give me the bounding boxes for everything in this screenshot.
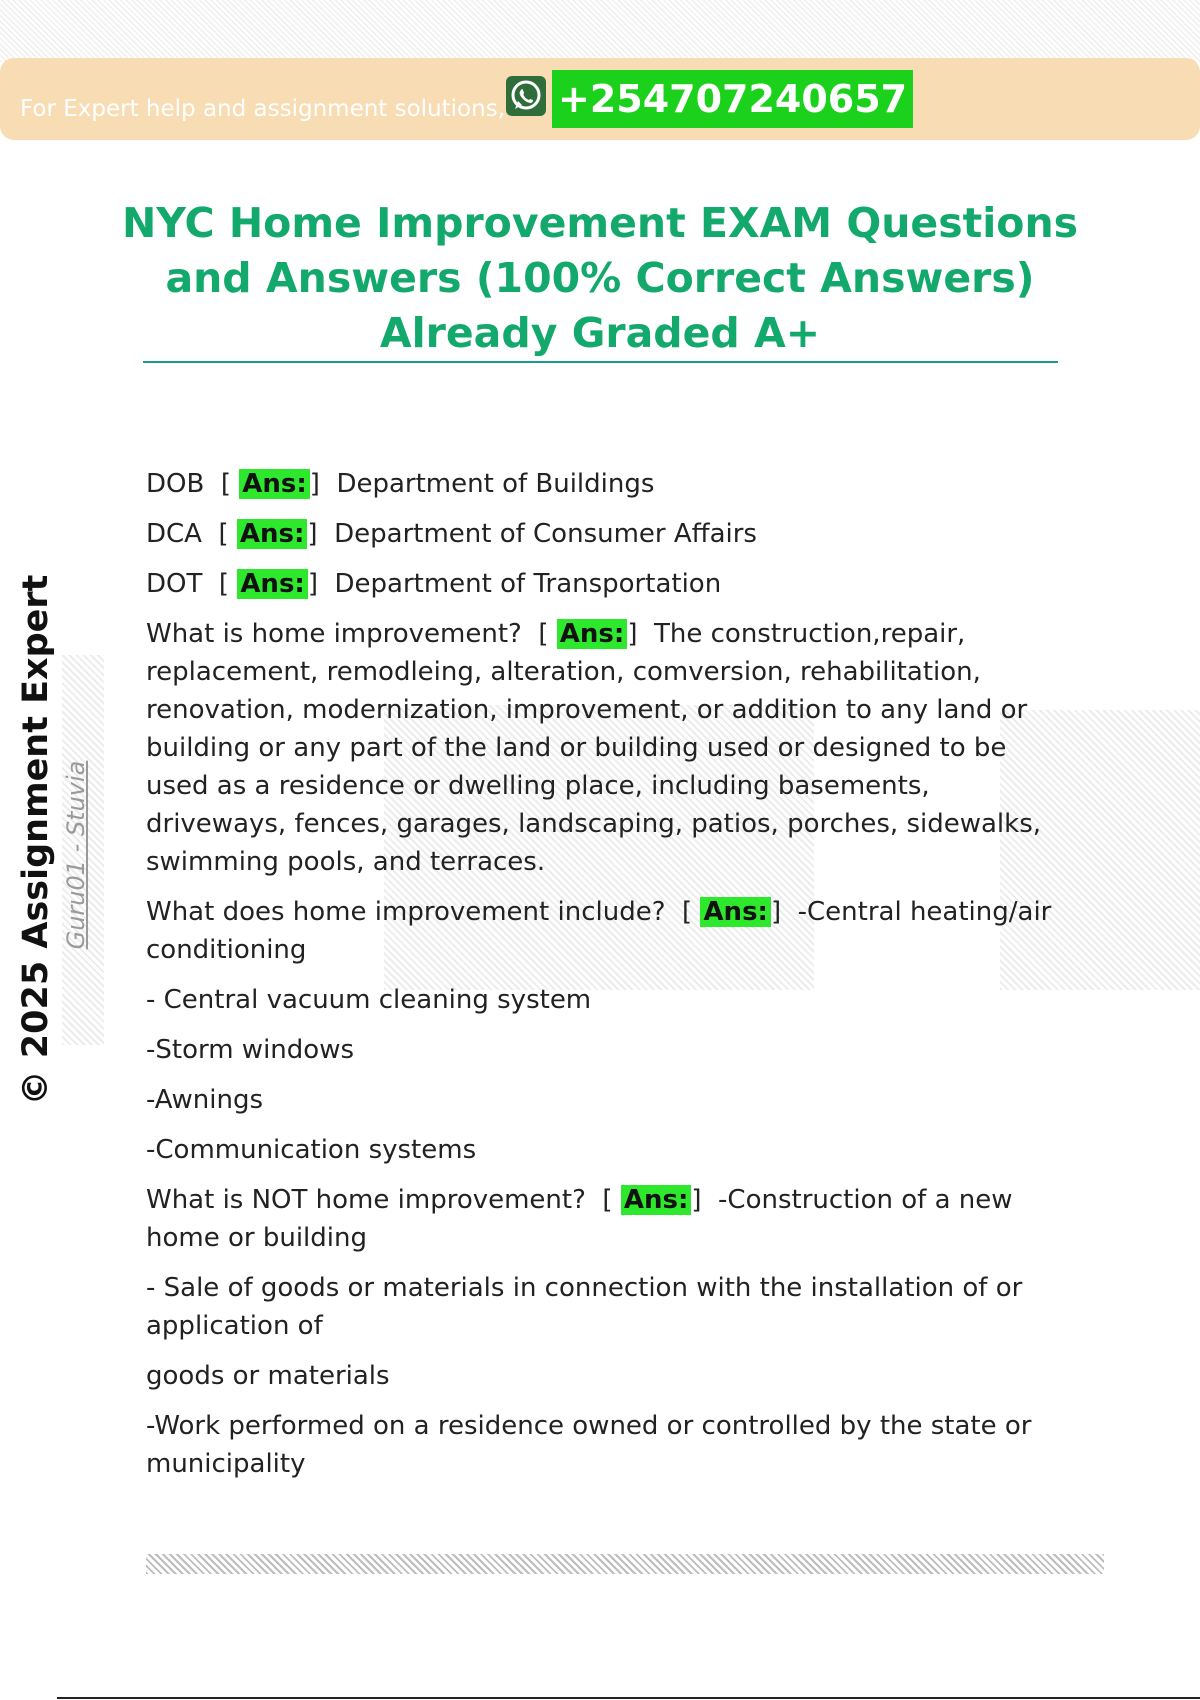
title-line-3: Already Graded A+ bbox=[379, 309, 821, 357]
question-text: What is NOT home improvement? bbox=[146, 1185, 586, 1215]
answer-text: -Construction of a new home or building bbox=[146, 1185, 1013, 1253]
qa-item: DCA [ Ans: ] Department of Consumer Affairs bbox=[146, 519, 757, 549]
list-item: - Central vacuum cleaning system bbox=[146, 985, 592, 1015]
question-text: DOB bbox=[146, 469, 205, 499]
answer-text: Department of Transportation bbox=[334, 569, 722, 599]
answer-text: -Central heating/air conditioning bbox=[146, 897, 1052, 965]
answer-text: The construction,repair, replacement, remodleing, alteration, comversion, rehabilitation, renovation, modernization, improvement, or addition to any land or building or any part of the land or building used or designed to be used as a residence or dwelling place, including basements, driveways, fences, garages, landscaping, patios, porches, sidewalks, swimming pools, and terraces. bbox=[146, 619, 1042, 877]
question-text: What is home improvement? bbox=[146, 619, 522, 649]
title-divider bbox=[143, 361, 1058, 363]
qa-item: What is NOT home improvement? [ Ans: ] -Construction of a new home or building bbox=[146, 1185, 1013, 1253]
ans-label: Ans: bbox=[700, 897, 771, 927]
ans-label: Ans: bbox=[237, 519, 308, 549]
answer-text: Department of Buildings bbox=[336, 469, 655, 499]
ans-label: Ans: bbox=[621, 1185, 692, 1215]
phone-number[interactable]: +254707240657 bbox=[552, 70, 913, 128]
list-item: -Awnings bbox=[146, 1085, 264, 1115]
question-text: What does home improvement include? bbox=[146, 897, 666, 927]
page-title bbox=[110, 196, 1090, 361]
page-footer-rule bbox=[57, 1697, 1200, 1699]
title-line-1: NYC Home Improvement EXAM Questions bbox=[121, 199, 1079, 247]
qa-item: What is home improvement? [ Ans: ] The construction,repair, replacement, remodleing, alteration, comversion, rehabilitation, renovation, modernization, improvement, or addition to any land or building or any part of the land or building used or designed to be used as a residence or dwelling place, including basements, driveways, fences, garages, landscaping, patios, porches, sidewalks, swimming pools, and terraces. bbox=[146, 619, 1042, 877]
ans-label: Ans: bbox=[239, 469, 310, 499]
list-item: -Work performed on a residence owned or controlled by the state or municipality bbox=[146, 1411, 1032, 1479]
list-item: -Storm windows bbox=[146, 1035, 354, 1065]
top-hatch-pattern bbox=[0, 0, 1200, 62]
list-item: -Communication systems bbox=[146, 1135, 477, 1165]
list-item: goods or materials bbox=[146, 1361, 390, 1391]
qa-item: DOT [ Ans: ] Department of Transportation bbox=[146, 569, 722, 599]
author-text: Guru01 - Stuvia bbox=[62, 760, 90, 950]
ans-label: Ans: bbox=[557, 619, 628, 649]
title-line-2: and Answers (100% Correct Answers) bbox=[165, 254, 1035, 302]
qa-item: DOB [ Ans: ] Department of Buildings bbox=[146, 469, 655, 499]
list-item: - Sale of goods or materials in connection with the installation of or application of bbox=[146, 1273, 1023, 1341]
qa-content bbox=[146, 465, 1066, 1495]
qa-item: What does home improvement include? [ Ans: ] -Central heating/air conditioning bbox=[146, 897, 1052, 965]
whatsapp-icon[interactable] bbox=[506, 76, 546, 116]
question-text: DOT bbox=[146, 569, 203, 599]
copyright-text: © 2025 Assignment Expert bbox=[16, 574, 56, 1106]
question-text: DCA bbox=[146, 519, 202, 549]
ans-label: Ans: bbox=[237, 569, 308, 599]
answer-text: Department of Consumer Affairs bbox=[334, 519, 757, 549]
bottom-hatch-divider bbox=[146, 1554, 1104, 1574]
banner-help-text: For Expert help and assignment solutions, bbox=[20, 96, 505, 122]
